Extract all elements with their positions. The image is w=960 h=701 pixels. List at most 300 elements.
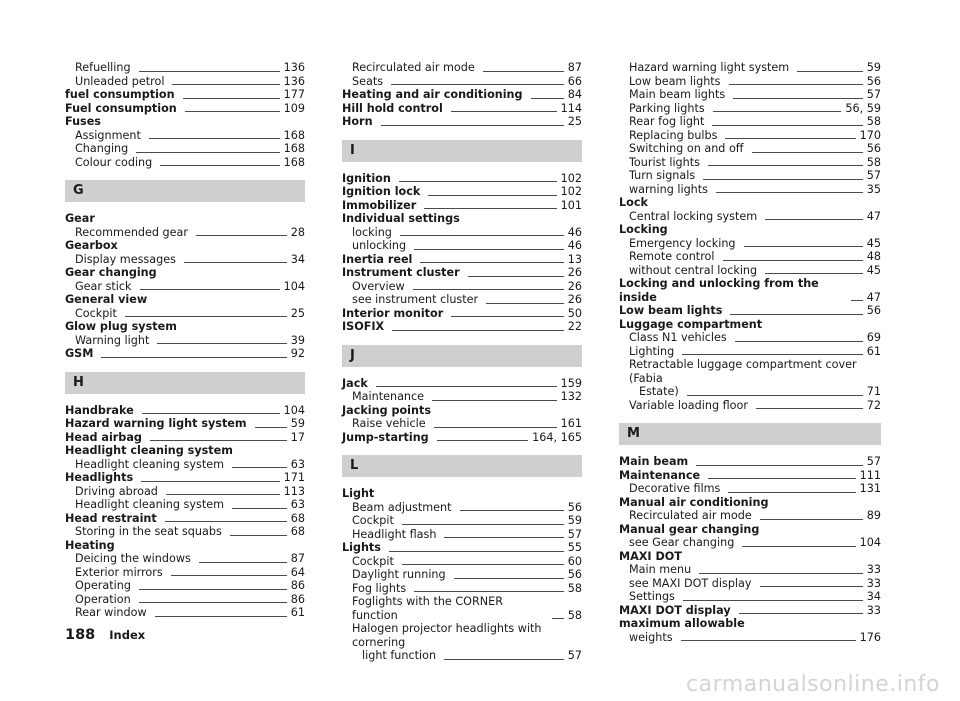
leader-line — [730, 314, 862, 315]
page-reference: 113 — [283, 484, 305, 498]
page-reference: 59 — [866, 61, 881, 74]
entry-label: Jack — [342, 376, 368, 390]
entry-label: Parking lights — [629, 101, 705, 115]
page-reference: 50 — [567, 306, 582, 320]
index-subentry — [619, 183, 881, 197]
entry-label: Instrument cluster — [342, 266, 460, 279]
page-reference: 39 — [290, 333, 305, 347]
index-entry — [65, 512, 305, 526]
page-reference: 131 — [859, 482, 881, 495]
page-reference: 63 — [290, 457, 305, 471]
section-letter-header: H — [65, 372, 305, 394]
leader-line — [451, 111, 557, 112]
index-subentry — [619, 631, 881, 645]
entry-label: Handbrake — [65, 403, 134, 417]
leader-line — [413, 289, 564, 290]
page-reference: 56 — [567, 500, 582, 514]
index-subentry — [65, 253, 305, 267]
leader-line — [420, 262, 563, 263]
index-entry — [619, 455, 881, 469]
page-reference: 45 — [866, 263, 881, 277]
page-reference: 26 — [567, 293, 582, 306]
page-footer — [65, 627, 145, 643]
index-subentry — [619, 331, 881, 345]
entry-label: Locking and unlocking from the inside — [619, 277, 819, 304]
page-reference: 170 — [859, 128, 881, 142]
leader-line — [171, 575, 287, 576]
entry-label: Recirculated air mode — [352, 61, 475, 74]
entry-label: see instrument cluster — [352, 293, 479, 306]
entry-label: Emergency locking — [629, 236, 736, 250]
leader-line — [851, 300, 863, 301]
index-heading: General view — [65, 293, 148, 306]
index-subentry — [619, 102, 881, 116]
index-subentry — [65, 458, 305, 472]
page-reference: 57 — [567, 649, 582, 662]
entry-label: Changing — [75, 142, 129, 155]
page-reference: 84 — [567, 88, 582, 101]
index-subentry — [65, 129, 305, 143]
entry-label: Beam adjustment — [352, 500, 452, 514]
leader-line — [797, 71, 863, 72]
index-subentry — [342, 280, 582, 294]
page-reference: 34 — [290, 252, 305, 266]
leader-line — [729, 84, 863, 85]
index-subentry — [619, 169, 881, 183]
index-entry — [65, 404, 305, 418]
entry-label: Storing in the seat squabs — [75, 525, 222, 538]
index-subentry — [619, 509, 881, 523]
leader-line — [150, 440, 287, 441]
section-letter-header: J — [342, 345, 582, 367]
leader-line — [744, 246, 863, 247]
page-reference: 69 — [866, 331, 881, 344]
page-reference: 55 — [567, 541, 582, 554]
index-subentry — [342, 595, 582, 622]
entry-label: Turn signals — [629, 169, 696, 182]
page-reference: 58 — [567, 608, 582, 622]
leader-line — [454, 578, 564, 579]
page-reference: 56, 59 — [845, 101, 881, 115]
leader-line — [140, 289, 280, 290]
page-reference: 17 — [290, 430, 305, 444]
page-reference: 168 — [283, 128, 305, 142]
page-reference: 87 — [290, 552, 305, 565]
leader-line — [486, 303, 564, 304]
leader-line — [681, 640, 856, 641]
leader-line — [414, 591, 564, 592]
index-entry — [619, 604, 881, 618]
index-heading: Jacking points — [342, 403, 431, 417]
entry-label: Driving abroad — [75, 484, 158, 498]
leader-line — [703, 179, 863, 180]
leader-line — [139, 602, 287, 603]
page-reference: 101 — [560, 198, 582, 212]
leader-line — [444, 659, 564, 660]
page-reference: 102 — [560, 171, 582, 185]
index-subentry — [65, 485, 305, 499]
page-reference: 104 — [283, 403, 305, 417]
page-reference: 35 — [866, 182, 881, 196]
leader-line — [230, 535, 287, 536]
entry-label: Low beam lights — [629, 74, 721, 88]
page-reference: 109 — [283, 101, 305, 115]
page-reference: 57 — [866, 169, 881, 182]
page-reference: 56 — [866, 74, 881, 88]
index-heading: Gearbox — [65, 239, 118, 252]
index-subentry — [619, 237, 881, 251]
index-heading: MAXI DOT — [619, 549, 682, 563]
index-subentry — [619, 358, 881, 385]
entry-label: Inertia reel — [342, 252, 413, 266]
entry-label: Lights — [342, 541, 381, 554]
entry-label: Seats — [352, 74, 384, 88]
page-reference: 171 — [283, 471, 305, 484]
index-subentry — [65, 566, 305, 580]
entry-label: Fog lights — [352, 581, 407, 595]
leader-line — [399, 181, 557, 182]
page-reference: 58 — [567, 581, 582, 595]
leader-line — [437, 440, 529, 441]
leader-line — [728, 492, 855, 493]
entry-label: Immobilizer — [342, 198, 417, 212]
entry-label: Halogen projector headlights with cornering — [352, 622, 542, 649]
index-subentry — [342, 61, 582, 75]
entry-label: Variable loading floor — [629, 398, 748, 412]
index-subentry — [619, 399, 881, 413]
index-entry — [342, 431, 582, 445]
leader-line — [682, 354, 863, 355]
entry-label: Maintenance — [352, 390, 425, 403]
entry-label: Main beam — [619, 455, 689, 468]
index-heading: Gear changing — [65, 266, 157, 279]
entry-label: Class N1 vehicles — [629, 331, 727, 344]
leader-line — [172, 84, 279, 85]
page-reference: 111 — [859, 468, 881, 482]
leader-line — [428, 195, 556, 196]
index-entry — [619, 304, 881, 318]
leader-line — [756, 408, 863, 409]
index-heading: Light — [342, 487, 375, 500]
leader-line — [155, 616, 287, 617]
page-reference: 59 — [290, 417, 305, 430]
index-subentry — [619, 345, 881, 359]
index-subentry — [342, 226, 582, 240]
entry-label: Central locking system — [629, 209, 758, 223]
index-entry — [342, 88, 582, 102]
page-reference: 56 — [866, 304, 881, 317]
page-reference: 66 — [567, 74, 582, 88]
index-subentry — [342, 622, 582, 649]
leader-line — [424, 208, 556, 209]
page-reference: 164, 165 — [532, 430, 582, 444]
index-subentry — [65, 579, 305, 593]
entry-label: Headlights — [65, 471, 134, 484]
index-heading: Gear — [65, 212, 95, 225]
index-subentry — [619, 563, 881, 577]
page-reference: 71 — [866, 385, 881, 398]
leader-line — [142, 413, 280, 414]
page-reference: 86 — [290, 592, 305, 606]
page-reference: 33 — [866, 563, 881, 576]
index-entry — [342, 185, 582, 199]
leader-line — [760, 519, 863, 520]
entry-label: Headlight flash — [352, 527, 437, 541]
index-entry — [342, 199, 582, 213]
leader-line — [389, 551, 564, 552]
entry-label: Retractable luggage compartment cover (Fabia — [629, 358, 857, 385]
leader-line — [136, 152, 279, 153]
index-subentry — [619, 61, 881, 75]
page-reference: 48 — [866, 250, 881, 263]
page-reference: 45 — [866, 236, 881, 250]
entry-label: GSM — [65, 347, 94, 360]
index-subentry — [65, 606, 305, 620]
entry-label: Headlight cleaning system — [75, 498, 224, 511]
index-heading: Heating — [65, 538, 115, 552]
leader-line — [414, 249, 564, 250]
watermark-text: carmanualsonline.info — [686, 672, 940, 697]
entry-label: Recommended gear — [75, 225, 188, 239]
page-reference: 68 — [290, 511, 305, 525]
index-entry — [65, 102, 305, 116]
entry-label: Decorative films — [629, 482, 721, 495]
entry-label: Main beam lights — [629, 88, 726, 101]
leader-line — [199, 562, 287, 563]
entry-label: Remote control — [629, 250, 715, 263]
entry-label: unlocking — [352, 239, 407, 252]
leader-line — [752, 152, 863, 153]
index-subentry — [619, 590, 881, 604]
entry-label: weights — [629, 630, 673, 644]
leader-line — [765, 273, 863, 274]
index-entry — [65, 347, 305, 361]
page-reference: 72 — [866, 398, 881, 412]
entry-label: Operation — [75, 592, 131, 606]
index-heading: Locking — [619, 223, 668, 236]
leader-line — [723, 260, 863, 261]
section-letter-header: I — [342, 140, 582, 162]
entry-label: without central locking — [629, 263, 758, 277]
index-subentry — [65, 552, 305, 566]
entry-label: Daylight running — [352, 568, 446, 581]
index-subentry — [619, 142, 881, 156]
entry-label: Head airbag — [65, 430, 142, 444]
index-heading: Luggage compartment — [619, 317, 763, 331]
leader-line — [232, 467, 287, 468]
page-reference: 28 — [290, 225, 305, 239]
index-subentry — [619, 210, 881, 224]
index-subentry — [65, 498, 305, 512]
leader-line — [531, 98, 564, 99]
entry-label: Headlight cleaning system — [75, 457, 224, 471]
leader-line — [683, 600, 863, 601]
leader-line — [139, 589, 287, 590]
page-reference: 177 — [283, 88, 305, 101]
leader-line — [708, 165, 863, 166]
page-reference: 25 — [290, 306, 305, 320]
entry-label: light function — [362, 649, 437, 662]
leader-line — [196, 235, 287, 236]
page-reference: 46 — [567, 225, 582, 239]
index-entry — [65, 471, 305, 485]
index-entry — [65, 431, 305, 445]
page-reference: 136 — [283, 74, 305, 88]
entry-label: fuel consumption — [65, 88, 175, 101]
entry-label: Ignition lock — [342, 185, 421, 198]
page-reference: 89 — [866, 509, 881, 522]
entry-label: Hill hold control — [342, 101, 443, 115]
index-entry — [342, 541, 582, 555]
leader-line — [139, 71, 280, 72]
leader-line — [166, 494, 280, 495]
index-entry — [65, 88, 305, 102]
index-heading: Glow plug system — [65, 320, 177, 333]
index-entry — [619, 469, 881, 483]
page-reference: 102 — [560, 185, 582, 198]
leader-line — [165, 521, 287, 522]
index-subentry — [342, 514, 582, 528]
index-entry — [342, 172, 582, 186]
leader-line — [392, 330, 564, 331]
leader-line — [402, 524, 564, 525]
entry-label: Ignition — [342, 171, 391, 185]
entry-label: Hazard warning light system — [65, 417, 247, 430]
index-column-3 — [619, 61, 881, 644]
index-subentry — [65, 334, 305, 348]
index-subentry — [342, 293, 582, 307]
entry-label: Display messages — [75, 252, 176, 266]
page-reference: 92 — [290, 347, 305, 360]
entry-label: Rear fog light — [629, 115, 705, 128]
page-reference: 61 — [290, 606, 305, 619]
entry-label: Jump-starting — [342, 430, 429, 444]
entry-label: Overview — [352, 279, 405, 293]
entry-label: Cockpit — [352, 554, 394, 568]
index-subentry — [65, 525, 305, 539]
entry-label: Deicing the windows — [75, 552, 191, 565]
page-reference: 13 — [567, 252, 582, 266]
section-letter-header: G — [65, 180, 305, 202]
leader-line — [725, 138, 855, 139]
page-reference: 168 — [283, 155, 305, 169]
page-reference: 104 — [859, 536, 881, 549]
index-subentry — [65, 593, 305, 607]
section-letter-header: L — [342, 455, 582, 477]
page-reference: 63 — [290, 498, 305, 511]
page-reference: 64 — [290, 565, 305, 579]
leader-line — [712, 125, 862, 126]
index-subentry — [342, 528, 582, 542]
entry-label: Estate) — [639, 385, 679, 398]
index-subentry — [342, 501, 582, 515]
entry-label: Foglights with the CORNER function — [352, 595, 503, 622]
page-reference: 57 — [567, 527, 582, 541]
entry-label: Hazard warning light system — [629, 61, 790, 74]
leader-line — [125, 316, 287, 317]
page-reference: 161 — [560, 417, 582, 430]
index-subentry — [619, 482, 881, 496]
leader-line — [687, 395, 863, 396]
index-entry — [342, 115, 582, 129]
entry-label: warning lights — [629, 182, 708, 196]
leader-line — [468, 276, 564, 277]
entry-label: Switching on and off — [629, 142, 744, 155]
leader-line — [699, 573, 863, 574]
page-reference: 57 — [866, 88, 881, 101]
page-reference: 58 — [866, 155, 881, 169]
entry-label: Cockpit — [352, 514, 394, 527]
entry-label: Head restraint — [65, 511, 157, 525]
index-subentry-continued — [619, 385, 881, 399]
entry-label: Tourist lights — [629, 155, 700, 169]
index-entry — [65, 417, 305, 431]
index-subentry — [619, 577, 881, 591]
index-column-1 — [65, 61, 305, 620]
leader-line — [460, 510, 564, 511]
page-reference: 60 — [567, 554, 582, 568]
index-subentry — [342, 417, 582, 431]
leader-line — [434, 427, 557, 428]
leader-line — [183, 98, 280, 99]
page-reference: 47 — [866, 209, 881, 223]
leader-line — [708, 478, 856, 479]
page-number: 188 — [65, 627, 96, 643]
leader-line — [157, 343, 286, 344]
leader-line — [716, 192, 863, 193]
index-heading: maximum allowable — [619, 617, 745, 630]
page-reference: 56 — [567, 568, 582, 581]
page-reference: 46 — [567, 239, 582, 252]
entry-label: locking — [352, 225, 392, 239]
entry-label: Main menu — [629, 563, 692, 576]
index-heading: Individual settings — [342, 212, 460, 225]
index-entry — [342, 102, 582, 116]
leader-line — [141, 481, 279, 482]
leader-line — [696, 465, 863, 466]
page-reference: 47 — [866, 290, 881, 304]
page-reference: 58 — [866, 115, 881, 128]
entry-label: Assignment — [75, 128, 141, 142]
index-subentry — [619, 88, 881, 102]
leader-line — [149, 138, 280, 139]
index-subentry — [619, 250, 881, 264]
section-letter-header: M — [619, 423, 881, 445]
entry-label: MAXI DOT display — [619, 603, 731, 617]
leader-line — [101, 357, 286, 358]
entry-label: ISOFIX — [342, 320, 385, 333]
page-reference: 57 — [866, 455, 881, 468]
page-reference: 86 — [290, 579, 305, 592]
leader-line — [160, 165, 279, 166]
entry-label: Settings — [629, 590, 675, 603]
page-reference: 168 — [283, 142, 305, 155]
entry-label: Rear window — [75, 606, 147, 619]
page-reference: 136 — [283, 61, 305, 74]
entry-label: Low beam lights — [619, 304, 723, 317]
index-subentry — [619, 115, 881, 129]
entry-label: Maintenance — [619, 468, 701, 482]
index-entry — [342, 266, 582, 280]
index-subentry — [619, 129, 881, 143]
page-reference: 61 — [866, 344, 881, 358]
entry-label: Refuelling — [75, 61, 131, 74]
leader-line — [381, 125, 564, 126]
entry-label: Recirculated air mode — [629, 509, 752, 522]
entry-label: Heating and air conditioning — [342, 88, 523, 101]
entry-label: Interior monitor — [342, 306, 444, 320]
index-subentry — [342, 555, 582, 569]
